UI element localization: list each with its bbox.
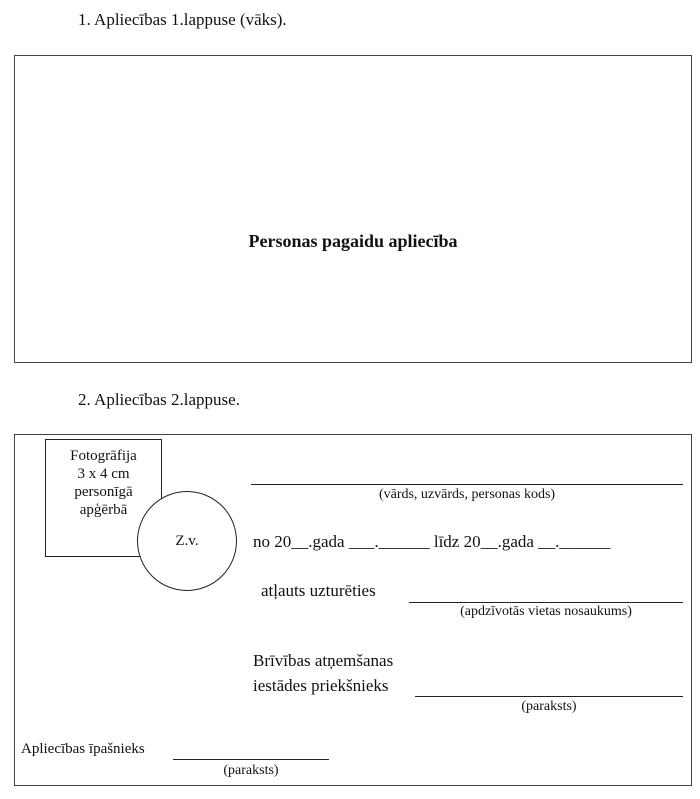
photo-text-line: 3 x 4 cm (77, 466, 130, 482)
name-line (251, 484, 683, 485)
holder-caption: (paraksts) (223, 763, 279, 778)
residence-label: atļauts uzturēties (261, 581, 376, 600)
cover-title: Personas pagaidu apliecība (248, 231, 458, 251)
photo-text-line: Fotogrāfija (70, 448, 137, 464)
photo-text-line: apģērbā (79, 502, 128, 518)
chief-line-2: iestādes priekšnieks (253, 676, 389, 695)
stamp-label: Z.v. (175, 532, 199, 549)
chief-caption: (paraksts) (521, 699, 577, 714)
period-line: no 20__.gada ___.______ līdz 20__.gada __.______ (253, 532, 611, 551)
photo-text-line: personīgā (74, 484, 133, 500)
residence-caption: (apdzīvotās vietas nosaukums) (460, 604, 632, 619)
chief-line-1: Brīvības atņemšanas (253, 651, 394, 670)
residence-line (409, 602, 683, 603)
chief-signature-line (415, 696, 683, 697)
page1-heading: 1. Apliecības 1.lappuse (vāks). (78, 10, 287, 29)
holder-label: Apliecības īpašnieks (21, 741, 145, 757)
holder-signature-line (173, 759, 329, 760)
cover-card (14, 55, 692, 363)
page2-heading: 2. Apliecības 2.lappuse. (78, 390, 240, 409)
name-caption: (vārds, uzvārds, personas kods) (378, 487, 556, 502)
stamp-circle (137, 491, 237, 591)
page2-card (14, 434, 692, 786)
